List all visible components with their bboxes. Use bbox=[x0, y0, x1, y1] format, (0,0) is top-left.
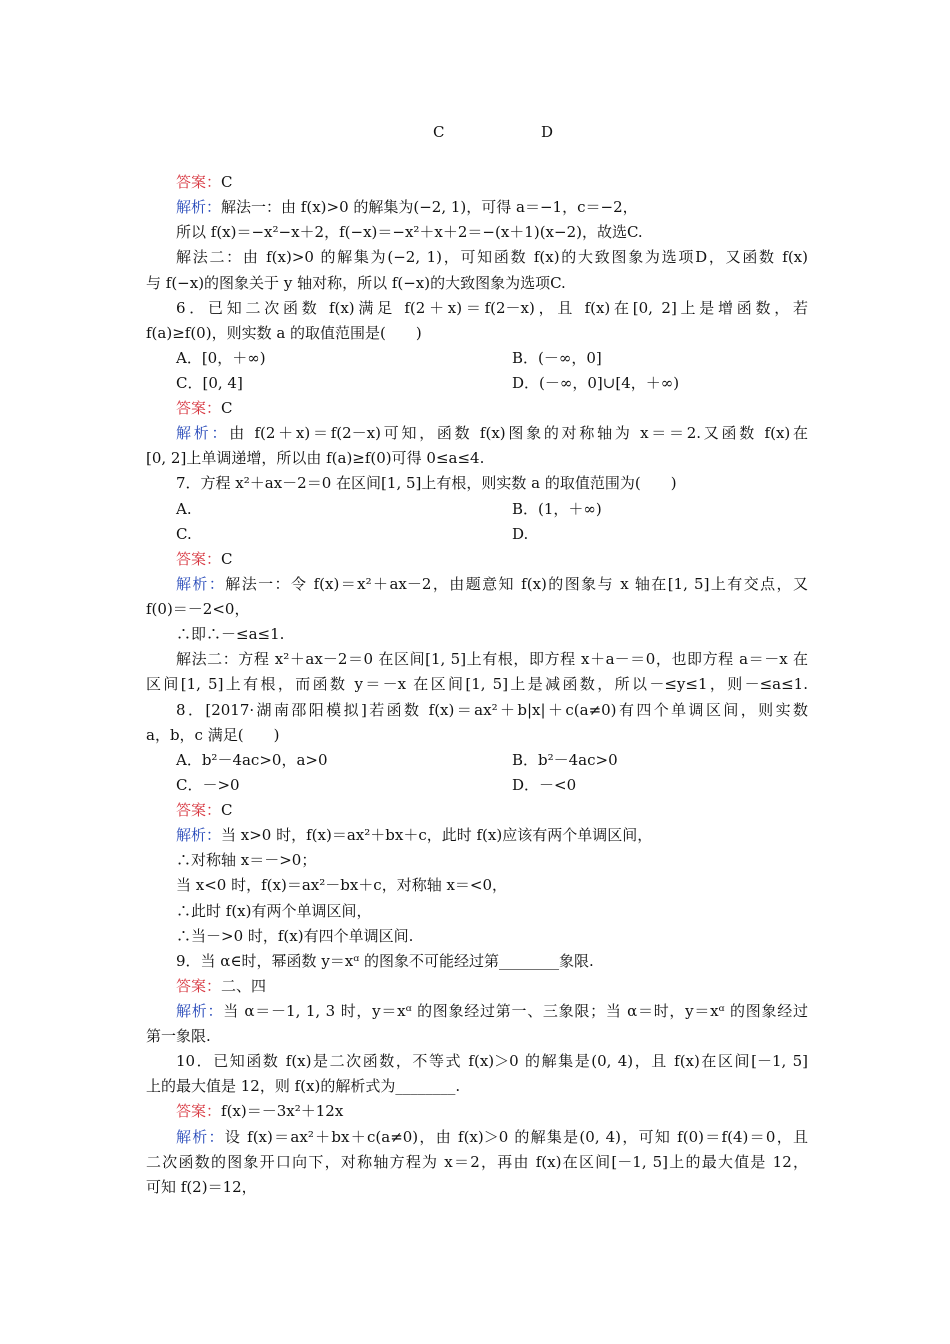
option-left: A．b²－4ac>0，a>0 bbox=[176, 750, 328, 769]
text-line bbox=[176, 471, 808, 496]
option-row bbox=[176, 748, 808, 773]
text-line bbox=[176, 622, 808, 647]
line-text: 7．方程 x²＋ax－2＝0 在区间[1, 5]上有根，则实数 a 的取值范围为( ) bbox=[176, 474, 677, 493]
text-line bbox=[176, 296, 808, 321]
text-line bbox=[146, 723, 808, 748]
line-text: 上的最大值是 12，则 f(x)的解析式为________. bbox=[146, 1077, 461, 1096]
answer-label: 答案： bbox=[176, 399, 222, 418]
answer-line bbox=[176, 396, 808, 421]
answer-label: 答案： bbox=[176, 173, 222, 191]
text-line bbox=[176, 899, 808, 924]
text-line bbox=[176, 949, 808, 974]
explanation-label: 解析： bbox=[176, 826, 222, 845]
line-text: 所以 f(x)＝−x²−x＋2，f(−x)＝−x²＋x＋2＝−(x＋1)(x−2)，故选C. bbox=[176, 223, 643, 242]
explanation-label: 解析： bbox=[176, 424, 230, 443]
text-line bbox=[176, 698, 808, 723]
option-row bbox=[176, 371, 808, 396]
line-text: 解法二：由 f(x)>0 的解集为(−2, 1)，可知函数 f(x)的大致图象为选项D，又函数 f(x) bbox=[176, 248, 808, 267]
line-text: C bbox=[221, 173, 233, 191]
line-text: f(a)≥f(0)，则实数 a 的取值范围是( ) bbox=[146, 323, 422, 342]
option-left: C．－>0 bbox=[176, 775, 240, 794]
option-row bbox=[176, 522, 808, 547]
answer-line bbox=[176, 798, 808, 823]
line-text: ∴对称轴 x＝－>0； bbox=[176, 851, 317, 870]
text-line bbox=[176, 1049, 808, 1074]
line-text: 当 α＝－1, 1, 3 时，y＝xᵅ 的图象经过第一、三象限；当 α＝时，y＝xᵅ 的图象经过 bbox=[223, 1002, 808, 1020]
option-right: D．－<0 bbox=[512, 775, 577, 794]
option-left: C．[0, 4] bbox=[176, 374, 243, 392]
line-text: 9．当 α∈时，幂函数 y＝xᵅ 的图象不可能经过第________象限. bbox=[176, 951, 594, 970]
text-line bbox=[146, 321, 808, 346]
explanation-line bbox=[176, 1125, 808, 1150]
option-right: D．(－∞，0]∪[4，＋∞) bbox=[512, 374, 680, 392]
option-right: B．(－∞，0] bbox=[512, 348, 602, 367]
line-text: 6．已知二次函数 f(x)满足 f(2＋x)＝f(2－x)，且 f(x)在[0, 2]上是增函数，若 bbox=[176, 298, 808, 317]
text-line bbox=[176, 220, 808, 245]
text-line bbox=[176, 647, 808, 672]
answer-label: 答案： bbox=[176, 1102, 222, 1121]
explanation-label: 解析： bbox=[176, 574, 226, 593]
line-text: f(0)＝－2<0， bbox=[146, 600, 250, 618]
explanation-line bbox=[176, 195, 808, 220]
line-text: C bbox=[221, 549, 233, 568]
explanation-label: 解析： bbox=[176, 1002, 224, 1020]
line-text: ∴即∴－≤a≤1. bbox=[176, 625, 285, 644]
option-right: D. bbox=[512, 524, 529, 543]
line-text: 与 f(−x)的图象关于 y 轴对称，所以 f(−x)的大致图象为选项C. bbox=[146, 273, 566, 292]
option-right: B．b²－4ac>0 bbox=[512, 750, 618, 769]
text-line bbox=[146, 1024, 808, 1049]
explanation-line bbox=[176, 421, 808, 446]
option-row bbox=[176, 346, 808, 371]
line-text: 区间[1, 5]上有根，而函数 y＝－x 在区间[1, 5]上是减函数，所以－≤y≤1，则－≤a≤1. bbox=[146, 675, 808, 694]
option-left: A. bbox=[176, 499, 192, 518]
text-line bbox=[176, 245, 808, 270]
option-row bbox=[176, 497, 808, 522]
line-text: 解法一：令 f(x)＝x²＋ax－2，由题意知 f(x)的图象与 x 轴在[1, 5]上有交点，又 bbox=[225, 574, 808, 593]
line-text: 二、四 bbox=[221, 976, 267, 995]
answer-line bbox=[176, 170, 808, 195]
line-text: a，b，c 满足( ) bbox=[146, 725, 280, 744]
line-text: 当 x>0 时，f(x)＝ax²＋bx＋c，此时 f(x)应该有两个单调区间， bbox=[221, 826, 653, 845]
line-text: 设 f(x)＝ax²＋bx＋c(a≠0)，由 f(x)＞0 的解集是(0, 4)，可知 f(0)＝f(4)＝0，且 bbox=[224, 1127, 808, 1146]
answer-line bbox=[176, 547, 808, 572]
line-text: 由 f(2＋x)＝f(2－x)可知，函数 f(x)图象的对称轴为 x＝＝2.又函数 f(x)在 bbox=[229, 424, 808, 443]
answer-line bbox=[176, 974, 808, 999]
option-left: C. bbox=[176, 524, 192, 543]
text-line bbox=[146, 271, 808, 296]
line-text: f(x)＝－3x²＋12x bbox=[221, 1102, 344, 1121]
option-left: A．[0，＋∞) bbox=[176, 348, 266, 367]
answer-line bbox=[176, 1099, 808, 1124]
line-text: [0, 2]上单调递增，所以由 f(a)≥f(0)可得 0≤a≤4. bbox=[146, 449, 485, 468]
option-right: B．(1，＋∞) bbox=[512, 499, 602, 518]
answer-label: 答案： bbox=[176, 976, 222, 995]
figure-label-c: C bbox=[433, 123, 445, 141]
line-text: 解法二：方程 x²＋ax－2＝0 在区间[1, 5]上有根，即方程 x＋a－＝0，也即方程 a＝－x 在 bbox=[176, 650, 808, 669]
line-text: 8．[2017·湖南邵阳模拟]若函数 f(x)＝ax²＋b|x|＋c(a≠0)有四个单调区间，则实数 bbox=[176, 700, 808, 719]
option-row bbox=[176, 773, 808, 798]
figure-label-d: D bbox=[541, 123, 554, 141]
line-text: ∴此时 f(x)有两个单调区间， bbox=[176, 901, 372, 920]
line-text: C bbox=[221, 399, 233, 418]
text-line bbox=[146, 1175, 808, 1200]
text-line bbox=[146, 446, 808, 471]
line-text: 当 x<0 时，f(x)＝ax²－bx＋c，对称轴 x＝<0， bbox=[176, 876, 508, 895]
line-text: ∴当－>0 时，f(x)有四个单调区间. bbox=[176, 926, 414, 945]
line-text: 解法一：由 f(x)>0 的解集为(−2, 1)，可得 a＝−1，c＝−2， bbox=[221, 198, 638, 217]
explanation-line bbox=[176, 823, 808, 848]
explanation-line bbox=[176, 572, 808, 597]
text-line bbox=[146, 1074, 808, 1099]
line-text: 可知 f(2)＝12， bbox=[146, 1177, 257, 1196]
answer-label: 答案： bbox=[176, 801, 222, 819]
line-text: C bbox=[221, 801, 233, 819]
text-line bbox=[176, 924, 808, 949]
line-text: 第一象限. bbox=[146, 1027, 211, 1046]
text-line bbox=[146, 672, 808, 697]
line-text: 二次函数的图象开口向下，对称轴方程为 x＝2，再由 f(x)在区间[－1, 5]上的最大值是 12， bbox=[146, 1152, 808, 1171]
explanation-label: 解析： bbox=[176, 1127, 225, 1146]
text-line bbox=[146, 1150, 808, 1175]
text-line bbox=[176, 873, 808, 898]
text-line bbox=[146, 597, 808, 622]
explanation-label: 解析： bbox=[176, 198, 222, 217]
answer-label: 答案： bbox=[176, 549, 222, 568]
explanation-line bbox=[176, 999, 808, 1024]
line-text: 10．已知函数 f(x)是二次函数，不等式 f(x)＞0 的解集是(0, 4)，且 f(x)在区间[－1, 5] bbox=[176, 1052, 808, 1071]
text-line bbox=[176, 848, 808, 873]
